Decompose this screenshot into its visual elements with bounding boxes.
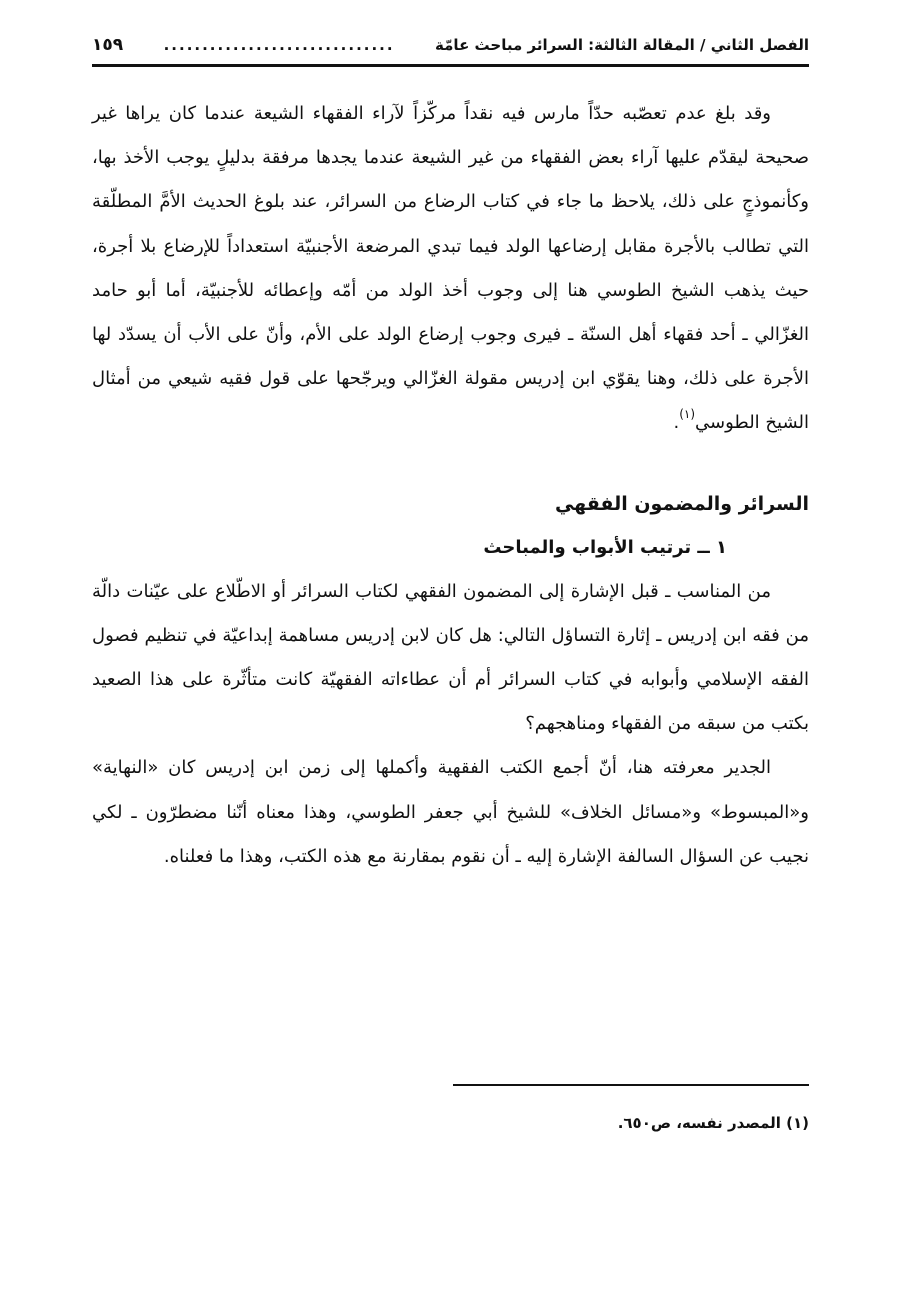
paragraph-3: الجدير معرفته هنا، أنّ أجمع الكتب الفقهية وأكملها إلى زمن ابن إدريس كان «النهاية» و«المبسوط» و«مسائل الخلاف» للشيخ أبي جعفر الطوسي، وهذا معناه أنّنا مضطرّون ـ لكي نجيب عن السؤال السالفة الإشارة إليه ـ أن نقوم بمقارنة مع هذه الكتب، وهذا ما فعلناه. <box>92 757 809 867</box>
main-content <box>92 92 809 879</box>
section-title: السرائر والمضمون الفقهي <box>554 492 809 515</box>
footnote-1: (١) المصدر نفسه، ص٦٥٠. <box>617 1114 809 1132</box>
header-chapter-title: الفصل الثاني / المقالة الثالثة: السرائر مباحث عامّة <box>435 36 809 54</box>
footnote-reference: (١) <box>679 407 696 422</box>
header-leader-dots: .............................. <box>163 36 395 54</box>
subsection-title: ١ ــ ترتيب الأبواب والمباحث <box>483 536 727 558</box>
paragraph-2: من المناسب ـ قبل الإشارة إلى المضمون الفقهي لكتاب السرائر أو الاطّلاع على عيّنات دالّة من فقه ابن إدريس ـ إثارة التساؤل التالي: هل كان لابن إدريس مساهمة إبداعيّة في تنظيم فصول الفقه الإسلامي وأبوابه في كتاب السرائر أم أن عطاءاته الفقهيّة كانت متأثّرة على هذا الصعيد بكتب من سبقه من الفقهاء ومناهجهم؟ <box>92 580 809 735</box>
paragraph-1-end: . <box>673 412 680 434</box>
page-number: ١٥٩ <box>92 35 124 55</box>
paragraph-1 <box>92 92 809 446</box>
running-header <box>92 28 809 62</box>
paragraph-1-text: وقد بلغ عدم تعصّبه حدّاً مارس فيه نقداً مركّزاً لآراء الفقهاء الشيعة عندما كان يراها غير صحيحة ليقدّم عليها آراء بعض الفقهاء من غير الشيعة عندما يجدها مرفقة بدليلٍ يوجب الأخذ بها، وكأنموذجٍ على ذلك، يلاحظ ما جاء في كتاب الرضاع من السرائر، عند بلوغ الحديث الأمَّ المطلّقة التي تطالب بالأجرة مقابل إرضاعها الولد فيما تبدي المرضعة الأجنبيّة استعداداً للإرضاع بلا أجرة، حيث يذهب الشيخ الطوسي هنا إلى وجوب أخذ الولد من أمّه وإعطائه للأجنبيّة، أما أبو حامد الغزّالي ـ أحد فقهاء أهل السنّة ـ فيرى وجوب إرضاع الولد على الأم، وأنّ على الأب أن يسدّد لها الأجرة على ذلك، وهنا يقوّي ابن إدريس مقولة الغزّالي ويرجّحها على قول فقيه شيعي من أمثال الشيخ الطوسي <box>92 103 809 434</box>
footnote-separator <box>453 1084 809 1086</box>
header-rule <box>92 64 809 67</box>
